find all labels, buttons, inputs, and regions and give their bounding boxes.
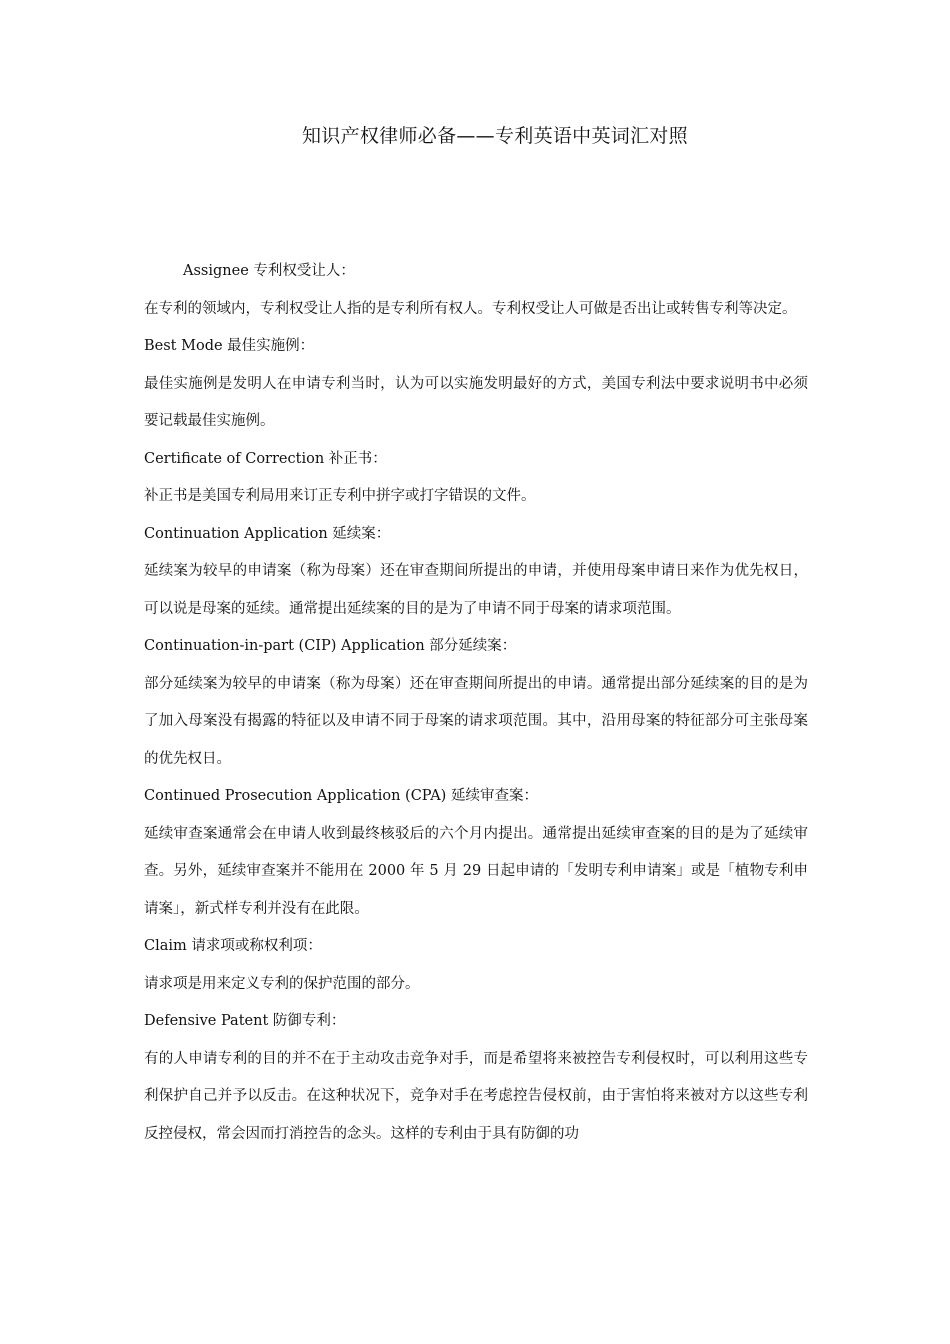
entry-term-defensive-patent: Defensive Patent 防御专利： [144, 1013, 346, 1029]
entry-description-continuation-in-part: 部分延续案为较早的申请案（称为母案）还在审查期间所提出的申请。通常提出部分延续案的目的是为了加入母案没有揭露的特征以及申请不同于母案的请求项范围。其中，沿用母案的特征部分可主张母案的优先权日。 [144, 675, 808, 767]
entry-term-continuation-in-part: Continuation-in-part (CIP) Application 部分延续案： [144, 638, 517, 654]
entry-description-defensive-patent: 有的人申请专利的目的并不在于主动攻击竞争对手，而是希望将来被控告专利侵权时，可以利用这些专利保护自己并予以反击。在这种状况下，竞争对手在考虑控告侵权前，由于害怕将来被对方以这些专利反控侵权，常会因而打消控告的念头。这样的专利由于具有防御的功 [144, 1050, 808, 1142]
entry-term-best-mode: Best Mode 最佳实施例： [144, 338, 315, 354]
document-title: 知识产权律师必备——专利英语中英词汇对照 [301, 125, 688, 147]
entry-term-continuation-application: Continuation Application 延续案： [144, 525, 391, 542]
entry-term-claim: Claim 请求项或称权利项： [144, 938, 322, 954]
entry-term-continued-prosecution-application: Continued Prosecution Application (CPA) 延续审查案： [144, 788, 538, 804]
entry-term-assignee: Assignee 专利权受让人： [183, 263, 355, 279]
entry-description-continuation-application: 延续案为较早的申请案（称为母案）还在审查期间所提出的申请，并使用母案申请日来作为优先权日，可以说是母案的延续。通常提出延续案的目的是为了申请不同于母案的请求项范围。 [144, 563, 808, 617]
entry-description-certificate-of-correction: 补正书是美国专利局用来订正专利中拼字或打字错误的文件。 [144, 488, 536, 504]
entry-description-continued-prosecution-application: 延续审查案通常会在申请人收到最终核驳后的六个月内提出。通常提出延续审查案的目的是为了延续审查。另外，延续审查案并不能用在 2000 年 5 月 29 日起申请的「发明专利申请案」或是「植物专利申请案」，新式样专利并没有在此限。 [144, 825, 808, 917]
entry-description-best-mode: 最佳实施例是发明人在申请专利当时，认为可以实施发明最好的方式，美国专利法中要求说明书中必须要记载最佳实施例。 [144, 375, 808, 429]
glossary-body [144, 253, 808, 1153]
entry-description-claim: 请求项是用来定义专利的保护范围的部分。 [144, 975, 420, 992]
entry-term-certificate-of-correction: Certificate of Correction 补正书： [144, 450, 387, 467]
entry-description-assignee: 在专利的领域内，专利权受让人指的是专利所有权人。专利权受让人可做是否出让或转售专利等决定。 [144, 300, 797, 317]
